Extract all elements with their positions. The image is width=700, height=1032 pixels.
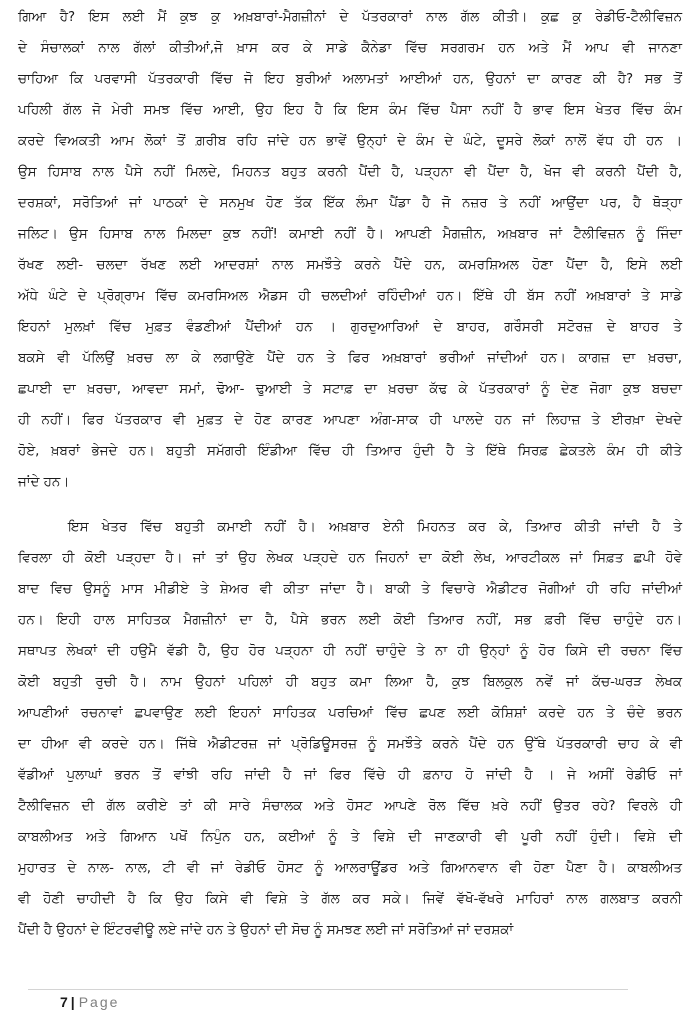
text-line: ਇਹਨਾਂ ਮੁਲਖ਼ਾਂ ਵਿੱਚ ਮੁਫ਼ਤ ਵੰਡਣੀਆਂ ਪੈਂਦੀਆਂ ਹਨ । ਗੁਰਦੁਆਰਿਆਂ ਦੇ ਬਾਹਰ, ਗਰੌਸਰੀ ਸਟੋਰਜ਼ ਦੇ ਬਾਹਰ ਤੇ xyxy=(18,320,682,335)
text-line: ਦਾ ਹੀਆ ਵੀ ਕਰਦੇ ਹਨ। ਜਿੱਥੇ ਐਡੀਟਰਜ਼ ਜਾਂ ਪ੍ਰੋਡਿਊਸਰਜ਼ ਨੂੰ ਸਮਝੌਤੇ ਕਰਨੇ ਪੈਂਦੇ ਹਨ ਉੱਥੇ ਪੱਤਰਕਾਰੀ ਚਾਹ ਕੇ ਵੀ xyxy=(18,737,682,752)
text-line: ਪਹਿਲੀ ਗੱਲ ਜੋ ਮੇਰੀ ਸਮਝ ਵਿੱਚ ਆਈ, ਉਹ ਇਹ ਹੈ ਕਿ ਇਸ ਕੰਮ ਵਿੱਚ ਪੈਸਾ ਨਹੀਂ ਹੈ ਭਾਵ ਇਸ ਖੇਤਰ ਵਿੱਚ ਕੰਮ xyxy=(18,103,682,118)
text-line: ਸਥਾਪਤ ਲੇਖਕਾਂ ਦੀ ਹਉਮੈ ਵੱਡੀ ਹੈ, ਉਹ ਹੋਰ ਪੜ੍ਹਨਾ ਹੀ ਨਹੀਂ ਚਾਹੁੰਦੇ ਤੇ ਨਾ ਹੀ ਉਨ੍ਹਾਂ ਨੂੰ ਹੋਰ ਕਿਸੇ ਦੀ ਰਚਨਾ ਵਿੱਚ xyxy=(18,644,682,659)
footer-rule xyxy=(28,989,628,990)
page-number: 7 xyxy=(60,994,68,1010)
page-footer xyxy=(60,994,119,1010)
text-line: ਹੋਏ, ਖ਼ਬਰਾਂ ਭੇਜਦੇ ਹਨ। ਬਹੁਤੀ ਸਮੱਗਰੀ ਇੰਡੀਆ ਵਿੱਚ ਹੀ ਤਿਆਰ ਹੁੰਦੀ ਹੈ ਤੇ ਇੱਥੇ ਸਿਰਫ਼ ਛੇਕਤਲੇ ਕੰਮ ਹੀ ਕੀਤੇ xyxy=(18,444,682,459)
text-line: ਵਿਰਲਾ ਹੀ ਕੋਈ ਪੜ੍ਹਦਾ ਹੈ। ਜਾਂ ਤਾਂ ਉਹ ਲੇਖਕ ਪੜ੍ਹਦੇ ਹਨ ਜਿਹਨਾਂ ਦਾ ਕੋਈ ਲੇਖ, ਆਰਟੀਕਲ ਜਾਂ ਸਿਫ਼ਤ ਛਪੀ ਹੋਵੇ xyxy=(18,551,682,566)
text-line: ਮੁਹਾਰਤ ਦੇ ਨਾਲ- ਨਾਲ, ਟੀ ਵੀ ਜਾਂ ਰੇਡੀਓ ਹੋਸਟ ਨੂੰ ਆਲਰਾਊਂਡਰ ਅਤੇ ਗਿਆਨਵਾਨ ਵੀ ਹੋਣਾ ਪੈਣਾ ਹੈ। ਕਾਬਲੀਅਤ xyxy=(18,861,682,876)
text-line: ਜਾਂਦੇ ਹਨ। xyxy=(18,475,70,490)
text-line: ਵੀ ਹੋਣੀ ਚਾਹੀਦੀ ਹੈ ਕਿ ਉਹ ਕਿਸੇ ਵੀ ਵਿਸ਼ੇ ਤੇ ਗੱਲ ਕਰ ਸਕੇ। ਜਿਵੇਂ ਵੱਖੋ-ਵੱਖਰੇ ਮਾਹਿਰਾਂ ਨਾਲ ਗਲਬਾਤ ਕਰਨੀ xyxy=(18,892,682,907)
paragraph-2 xyxy=(18,512,682,946)
page-label: Page xyxy=(78,994,120,1010)
text-line: ਆਪਣੀਆਂ ਰਚਨਾਵਾਂ ਛਪਵਾਉਣ ਲਈ ਇਹਨਾਂ ਸਾਹਿਤਕ ਪਰਚਿਆਂ ਵਿੱਚ ਛਪਣ ਲਈ ਕੋਸ਼ਿਸ਼ਾਂ ਕਰਦੇ ਹਨ ਤੇ ਚੰਦੇ ਭਰਨ xyxy=(18,706,682,721)
text-line: ਬਾਦ ਵਿਚ ਉਸਨੂੰ ਮਾਸ ਮੀਡੀਏ ਤੇ ਸ਼ੇਅਰ ਵੀ ਕੀਤਾ ਜਾਂਦਾ ਹੈ। ਬਾਕੀ ਤੇ ਵਿਚਾਰੇ ਐਡੀਟਰ ਜੋਗੀਆਂ ਹੀ ਰਹਿ ਜਾਂਦੀਆਂ xyxy=(18,582,682,597)
text-line: ਜਲਿਟ। ਉਸ ਹਿਸਾਬ ਨਾਲ ਮਿਲਦਾ ਕੁਝ ਨਹੀਂ! ਕਮਾਈ ਨਹੀਂ ਹੈ। ਆਪਣੀ ਮੈਗਜ਼ੀਨ, ਅਖ਼ਬਾਰ ਜਾਂ ਟੈਲੀਵਿਜ਼ਨ ਨੂੰ ਜਿੰਦਾ xyxy=(18,227,682,242)
text-line: ਪੈਂਦੀ ਹੈ ਉਹਨਾਂ ਦੇ ਇੰਟਰਵੀਊ ਲਏ ਜਾਂਦੇ ਹਨ ਤੇ ਉਹਨਾਂ ਦੀ ਸੋਚ ਨੂੰ ਸਮਝਣ ਲਈ ਜਾਂ ਸਰੋਤਿਆਂ ਜਾਂ ਦਰਸ਼ਕਾਂ xyxy=(18,923,514,938)
text-line: ਉਸ ਹਿਸਾਬ ਨਾਲ ਪੈਸੇ ਨਹੀਂ ਮਿਲਦੇ, ਮਿਹਨਤ ਬਹੁਤ ਕਰਨੀ ਪੈਂਦੀ ਹੈ, ਪੜ੍ਹਨਾ ਵੀ ਪੈਂਦਾ ਹੈ, ਖੋਜ ਵੀ ਕਰਨੀ ਪੈਂਦੀ ਹੈ, xyxy=(18,165,682,180)
text-line: ਛਪਾਈ ਦਾ ਖ਼ਰਚਾ, ਆਵਦਾ ਸਮਾਂ, ਢੋਆ- ਢੁਆਈ ਤੇ ਸਟਾਫ਼ ਦਾ ਖ਼ਰਚਾ ਕੱਢ ਕੇ ਪੱਤਰਕਾਰਾਂ ਨੂੰ ਦੇਣ ਜੋਗਾ ਕੁਝ ਬਚਦਾ xyxy=(18,382,682,397)
text-line: ਦੇ ਸੰਚਾਲਕਾਂ ਨਾਲ ਗੱਲਾਂ ਕੀਤੀਆਂ,ਜੋ ਖ਼ਾਸ ਕਰ ਕੇ ਸਾਡੇ ਕੈਨੇਡਾ ਵਿੱਚ ਸਰਗਰਮ ਹਨ ਅਤੇ ਮੈਂ ਆਪ ਵੀ ਜਾਨਣਾ xyxy=(18,41,682,56)
document-body xyxy=(18,2,682,946)
paragraph-1 xyxy=(18,2,682,498)
text-line: ਰੱਖਣ ਲਈ- ਚਲਦਾ ਰੱਖਣ ਲਈ ਆਦਰਸ਼ਾਂ ਨਾਲ ਸਮਝੌਤੇ ਕਰਨੇ ਪੈਂਦੇ ਹਨ, ਕਮਰਸ਼ਿਅਲ ਹੋਣਾ ਪੈਂਦਾ ਹੈ, ਇਸੇ ਲਈ xyxy=(18,258,682,273)
text-line: ਕਰਦੇ ਵਿਅਕਤੀ ਆਮ ਲੋਕਾਂ ਤੋਂ ਗ਼ਰੀਬ ਰਹਿ ਜਾਂਦੇ ਹਨ ਭਾਵੇਂ ਉਨ੍ਹਾਂ ਦੇ ਕੰਮ ਦੇ ਘੰਟੇ, ਦੂਸਰੇ ਲੋਕਾਂ ਨਾਲੋਂ ਵੱਧ ਹੀ ਹਨ । xyxy=(18,134,682,149)
text-line: ਗਿਆ ਹੈ? ਇਸ ਲਈ ਮੈਂ ਕੁਝ ਕੁ ਅਖ਼ਬਾਰਾਂ-ਮੈਗਜ਼ੀਨਾਂ ਦੇ ਪੱਤਰਕਾਰਾਂ ਨਾਲ ਗੱਲ ਕੀਤੀ। ਕੁਛ ਕੁ ਰੇਡੀਓ-ਟੈਲੀਵਿਜ਼ਨ xyxy=(18,10,682,25)
text-line: ਇਸ ਖੇਤਰ ਵਿੱਚ ਬਹੁਤੀ ਕਮਾਈ ਨਹੀਂ ਹੈ। ਅਖ਼ਬਾਰ ਏਨੀ ਮਿਹਨਤ ਕਰ ਕੇ, ਤਿਆਰ ਕੀਤੀ ਜਾਂਦੀ ਹੈ ਤੇ xyxy=(68,520,682,535)
text-line: ਹੀ ਨਹੀਂ। ਫਿਰ ਪੱਤਰਕਾਰ ਵੀ ਮੁਫ਼ਤ ਦੇ ਹੋਣ ਕਾਰਣ ਆਪਣਾ ਅੰਗ-ਸਾਕ ਹੀ ਪਾਲਦੇ ਹਨ ਜਾਂ ਲਿਹਾਜ਼ ਤੇ ਈਰਖ਼ਾ ਦੇਖਦੇ xyxy=(18,413,682,428)
text-line: ਅੱਧੇ ਘੰਟੇ ਦੇ ਪ੍ਰੋਗ੍ਰਾਮ ਵਿੱਚ ਕਮਰਸਿਅਲ ਐਡਸ ਹੀ ਚਲਦੀਆਂ ਰਹਿੰਦੀਆਂ ਹਨ। ਇੱਥੇ ਹੀ ਬੱਸ ਨਹੀਂ ਅਖ਼ਬਾਰਾਂ ਤੇ ਸਾਡੇ xyxy=(18,289,682,304)
text-line: ਹਨ। ਇਹੀ ਹਾਲ ਸਾਹਿਤਕ ਮੈਗਜ਼ੀਨਾਂ ਦਾ ਹੈ, ਪੈਸੇ ਭਰਨ ਲਈ ਕੋਈ ਤਿਆਰ ਨਹੀਂ, ਸਭ ਫ਼ਰੀ ਵਿੱਚ ਚਾਹੁੰਦੇ ਹਨ। xyxy=(18,613,682,628)
text-line: ਕੋਈ ਬਹੁਤੀ ਰੁਚੀ ਹੈ। ਨਾਮ ਉਹਨਾਂ ਪਹਿਲਾਂ ਹੀ ਬਹੁਤ ਕਮਾ ਲਿਆ ਹੈ, ਕੁਝ ਬਿਲਕੁਲ ਨਵੇਂ ਜਾਂ ਕੱਚ-ਘਰੜ ਲੇਖਕ xyxy=(18,675,682,690)
text-line: ਬਕਸੇ ਵੀ ਪੱਲਿਉਂ ਖ਼ਰਚ ਲਾ ਕੇ ਲਗਾਉਣੇ ਪੈਂਦੇ ਹਨ ਤੇ ਫਿਰ ਅਖ਼ਬਾਰਾਂ ਭਰੀਆਂ ਜਾਂਦੀਆਂ ਹਨ। ਕਾਗਜ਼ ਦਾ ਖ਼ਰਚਾ, xyxy=(18,351,682,366)
text-line: ਦਰਸ਼ਕਾਂ, ਸਰੋਤਿਆਂ ਜਾਂ ਪਾਠਕਾਂ ਦੇ ਸਨਮੁਖ ਹੋਣ ਤੱਕ ਇੱਕ ਲੰਮਾ ਪੈਂਡਾ ਹੈ ਜੋ ਨਜ਼ਰ ਤੇ ਨਹੀਂ ਆਉਂਦਾ ਪਰ, ਹੈ ਥੋੜ੍ਹਾ xyxy=(18,196,682,211)
text-line: ਚਾਹਿਆ ਕਿ ਪਰਵਾਸੀ ਪੱਤਰਕਾਰੀ ਵਿੱਚ ਜੋ ਇਹ ਬੁਰੀਆਂ ਅਲਾਮਤਾਂ ਆਈਆਂ ਹਨ, ਉਹਨਾਂ ਦਾ ਕਾਰਣ ਕੀ ਹੈ? ਸਭ ਤੋਂ xyxy=(18,72,682,87)
text-line: ਵੱਡੀਆਂ ਪੁਲਾਘਾਂ ਭਰਨ ਤੋਂ ਵਾਂਝੀ ਰਹਿ ਜਾਂਦੀ ਹੈ ਜਾਂ ਫਿਰ ਵਿੱਚੇ ਹੀ ਫ਼ਨਾਹ ਹੋ ਜਾਂਦੀ ਹੈ । ਜੇ ਅਸੀਂ ਰੇਡੀਓ ਜਾਂ xyxy=(18,768,682,783)
footer-separator: | xyxy=(70,994,75,1010)
text-line: ਕਾਬਲੀਅਤ ਅਤੇ ਗਿਆਨ ਪਖੋਂ ਨਿਪੁੰਨ ਹਨ, ਕਈਆਂ ਨੂੰ ਤੇ ਵਿਸ਼ੇ ਦੀ ਜਾਣਕਾਰੀ ਵੀ ਪੂਰੀ ਨਹੀਂ ਹੁੰਦੀ। ਵਿਸ਼ੇ ਦੀ xyxy=(18,830,682,845)
text-line: ਟੈਲੀਵਿਜ਼ਨ ਦੀ ਗੱਲ ਕਰੀਏ ਤਾਂ ਕੀ ਸਾਰੇ ਸੰਚਾਲਕ ਅਤੇ ਹੋਸਟ ਆਪਣੇ ਰੋਲ ਵਿੱਚ ਖ਼ਰੇ ਨਹੀਂ ਉਤਰ ਰਹੇ? ਵਿਰਲੇ ਹੀ xyxy=(18,799,682,814)
